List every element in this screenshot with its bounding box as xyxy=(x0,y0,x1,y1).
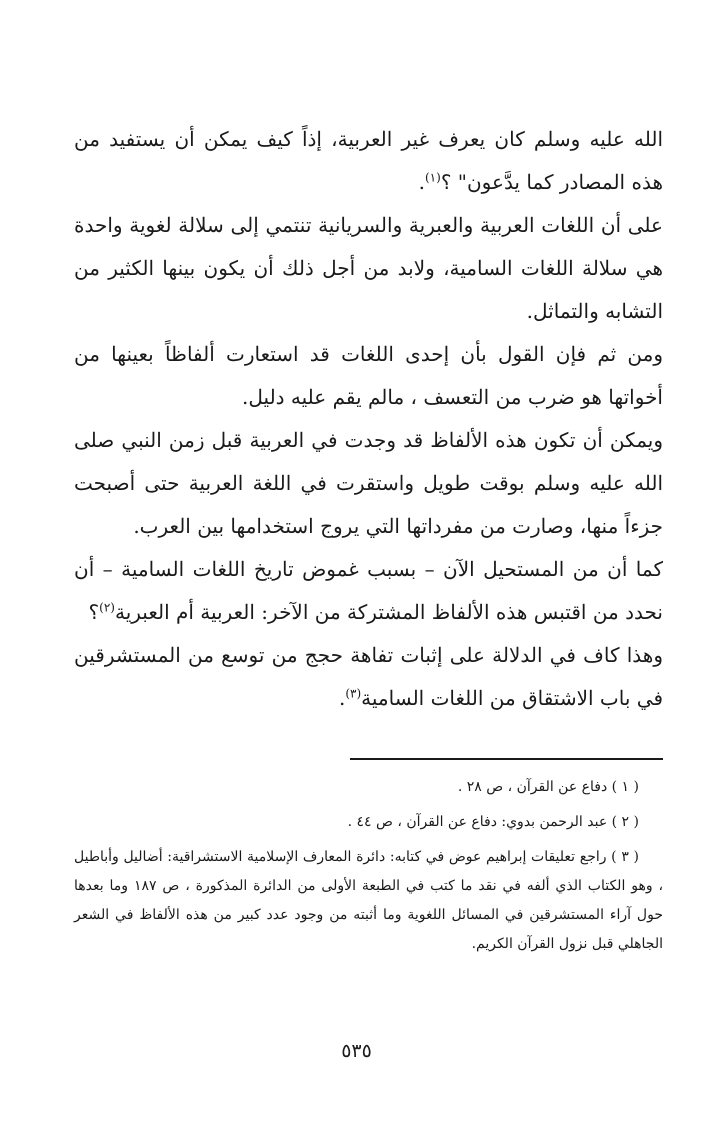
footnote-divider xyxy=(350,758,663,760)
paragraph xyxy=(74,419,663,548)
footnote-1: ( ١ ) دفاع عن القرآن ، ص ٢٨ . xyxy=(457,779,639,795)
main-text xyxy=(74,118,663,720)
paragraph-text: على أن اللغات العربية والعبرية والسريانية تنتمي إلى سلالة لغوية واحدة هي سلالة اللغات السامية، ولابد من أجل ذلك أن يكون بينها الكثير من التشابه والتماثل. xyxy=(74,213,663,323)
paragraph xyxy=(74,118,663,204)
paragraph xyxy=(74,634,663,720)
paragraph-end: ؟ xyxy=(88,600,100,624)
footnote-2: ( ٢ ) عبد الرحمن بدوي: دفاع عن القرآن ، ص ٤٤ . xyxy=(347,814,639,830)
paragraph-text: ومن ثم فإن القول بأن إحدى اللغات قد استعارت ألفاظاً بعينها من أخواتها هو ضرب من التعسف ، مالم يقم عليه دليل. xyxy=(74,342,663,409)
paragraph-text: ويمكن أن تكون هذه الألفاظ قد وجدت في العربية قبل زمن النبي صلى الله عليه وسلم بوقت طويل واستقرت في اللغة العربية حتى أصبحت جزءاً منها، وصارت من مفرداتها التي يروج استخدامها بين العرب. xyxy=(74,428,663,538)
footnotes xyxy=(74,773,663,959)
footnote-3-text: ( ٣ ) راجع تعليقات إبراهيم عوض في كتابه: دائرة المعارف الإسلامية الاستشراقية: أضاليل وأباطيل ، وهو الكتاب الذي ألفه في نقد ما كتب في الطبعة الأولى من الدائرة المذكورة ، ص ١٨٧ وما بعدها حول آراء المستشرقين في المسائل اللغوية وما أثبته من وجود عدد كبير من هذه الألفاظ في الشعر الجاهلي قبل نزول القرآن الكريم. xyxy=(74,849,664,952)
page-number: ٥٣٥ xyxy=(341,1040,372,1062)
paragraph-end: . xyxy=(338,686,346,710)
paragraph xyxy=(74,204,663,333)
footnote-ref: (٣) xyxy=(345,686,362,701)
paragraph xyxy=(74,333,663,419)
footnote-3 xyxy=(74,843,663,959)
paragraph-text: الله عليه وسلم كان يعرف غير العربية، إذاً كيف يمكن أن يستفيد من هذه المصادر كما يدَّعون" ؟ xyxy=(74,127,663,194)
paragraph-end: . xyxy=(418,170,425,194)
paragraph xyxy=(74,548,663,634)
paragraph-text: وهذا كاف في الدلالة على إثبات تفاهة حجج من توسع من المستشرقين في باب الاشتقاق من اللغات السامية xyxy=(74,643,663,710)
footnote-ref: (٢) xyxy=(99,600,115,615)
footnote-ref: (١) xyxy=(424,170,441,185)
paragraph-text: كما أن من المستحيل الآن – بسبب غموض تاريخ اللغات السامية – أن نحدد من اقتبس هذه الألفاظ المشتركة من الآخر: العربية أم العبرية xyxy=(74,557,663,624)
